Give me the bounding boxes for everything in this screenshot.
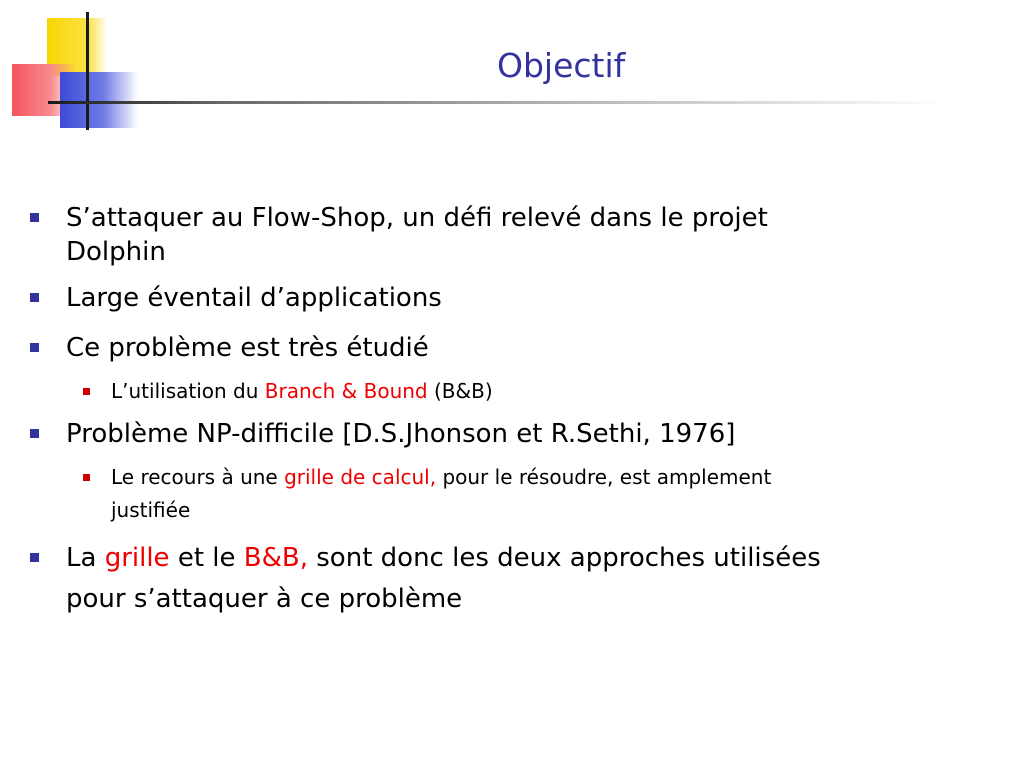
bullet-text: pour s’attaquer à ce problème: [66, 584, 463, 614]
square-bullet-icon: [30, 343, 39, 352]
sub-bullet-text: justifiée: [111, 498, 191, 522]
square-sub-bullet-icon: [83, 474, 90, 481]
bullet-text: sont donc les deux approches utilisées: [308, 543, 821, 573]
title-divider: [48, 101, 948, 104]
bullet-text: Dolphin: [66, 237, 166, 267]
bullet-continuation: [66, 582, 462, 616]
square-bullet-icon: [30, 553, 39, 562]
sub-bullet-text: (B&B): [427, 379, 493, 403]
bullet-text: et le: [169, 543, 244, 573]
bullet-text: S’attaquer au Flow-Shop, un défi relevé dans le projet: [66, 203, 768, 233]
sub-bullet-text: Le recours à une: [111, 465, 285, 489]
bullet-text: Ce problème est très étudié: [66, 333, 429, 363]
slide-title: Objectif: [497, 46, 626, 85]
blue-square: [60, 72, 138, 128]
logo-squares: [0, 0, 180, 140]
bullet-item: [66, 541, 821, 575]
highlight-text: grille: [104, 543, 170, 573]
bullet-text: Problème NP-difficile [D.S.Jhonson et R.Sethi, 1976]: [66, 419, 736, 449]
bullet-item: [66, 201, 768, 235]
logo-vertical-line: [86, 12, 89, 130]
highlight-text: B&B,: [243, 543, 308, 573]
sub-bullet-continuation: [111, 494, 190, 526]
bullet-text: Large éventail d’applications: [66, 283, 442, 313]
sub-bullet-item: [111, 375, 493, 407]
bullet-text: La: [66, 543, 105, 573]
square-bullet-icon: [30, 213, 39, 222]
bullet-continuation: [66, 235, 166, 269]
sub-bullet-text: pour le résoudre, est amplement: [436, 465, 772, 489]
square-bullet-icon: [30, 429, 39, 438]
sub-bullet-item: [111, 461, 771, 493]
highlight-text: grille de calcul,: [284, 465, 437, 489]
bullet-item: [66, 417, 735, 451]
square-bullet-icon: [30, 293, 39, 302]
sub-bullet-text: L’utilisation du: [111, 379, 265, 403]
square-sub-bullet-icon: [83, 388, 90, 395]
bullet-item: [66, 331, 429, 365]
bullet-item: [66, 281, 442, 315]
highlight-text: Branch & Bound: [264, 379, 428, 403]
